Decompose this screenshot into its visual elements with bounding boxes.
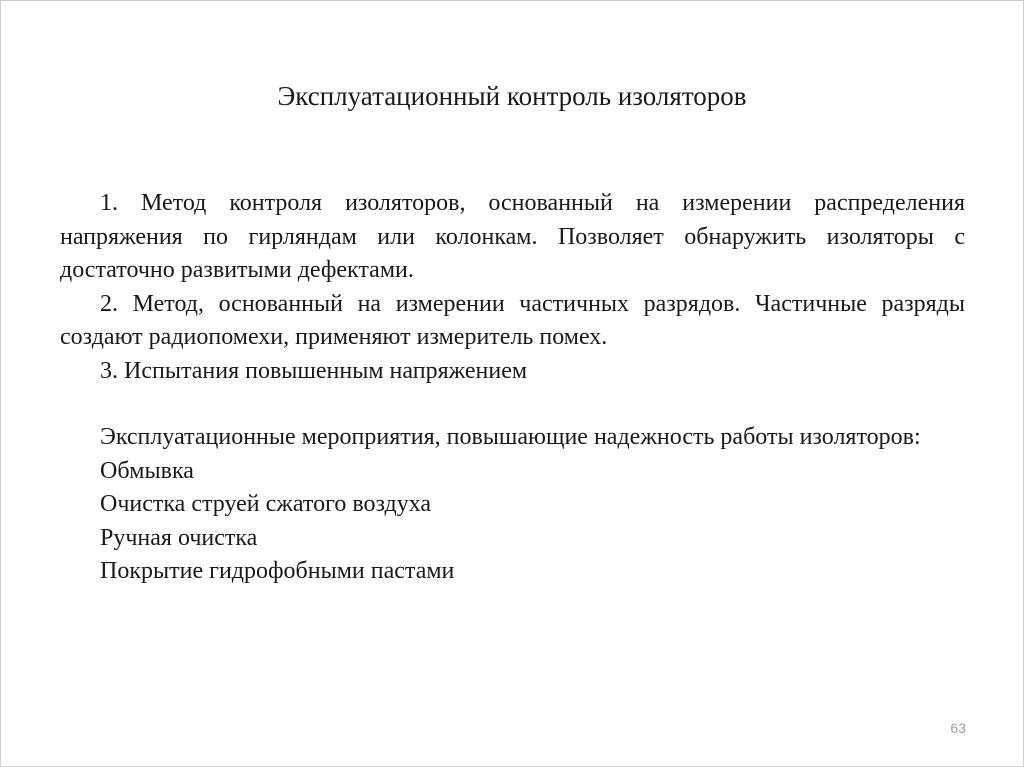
- page-number: 63: [950, 720, 966, 736]
- measures-intro: Эксплуатационные мероприятия, повышающие надежность работы изоляторов:: [100, 424, 921, 450]
- slide-title: Эксплуатационный контроль изоляторов: [277, 81, 747, 111]
- method-1: 1. Метод контроля изоляторов, основанный на измерении распределения напряжения по гирляндам или колонкам. Позволяет обнаружить изоляторы с достаточно развитыми дефектами.: [60, 190, 965, 283]
- measure-item-washing: Обмывка: [100, 457, 194, 484]
- measure-item-hydrophobic-coating: Покрытие гидрофобными пастами: [100, 558, 455, 584]
- slide-body: [60, 187, 965, 589]
- measure-item-air-cleaning: Очистка струей сжатого воздуха: [100, 491, 432, 517]
- spacer: [60, 388, 965, 421]
- measure-item-manual-cleaning: Ручная очистка: [100, 524, 258, 551]
- method-2: 2. Метод, основанный на измерении частичных разрядов. Частичные разряды создают радиопомехи, применяют измеритель помех.: [60, 290, 965, 350]
- method-3: 3. Испытания повышенным напряжением: [100, 357, 528, 384]
